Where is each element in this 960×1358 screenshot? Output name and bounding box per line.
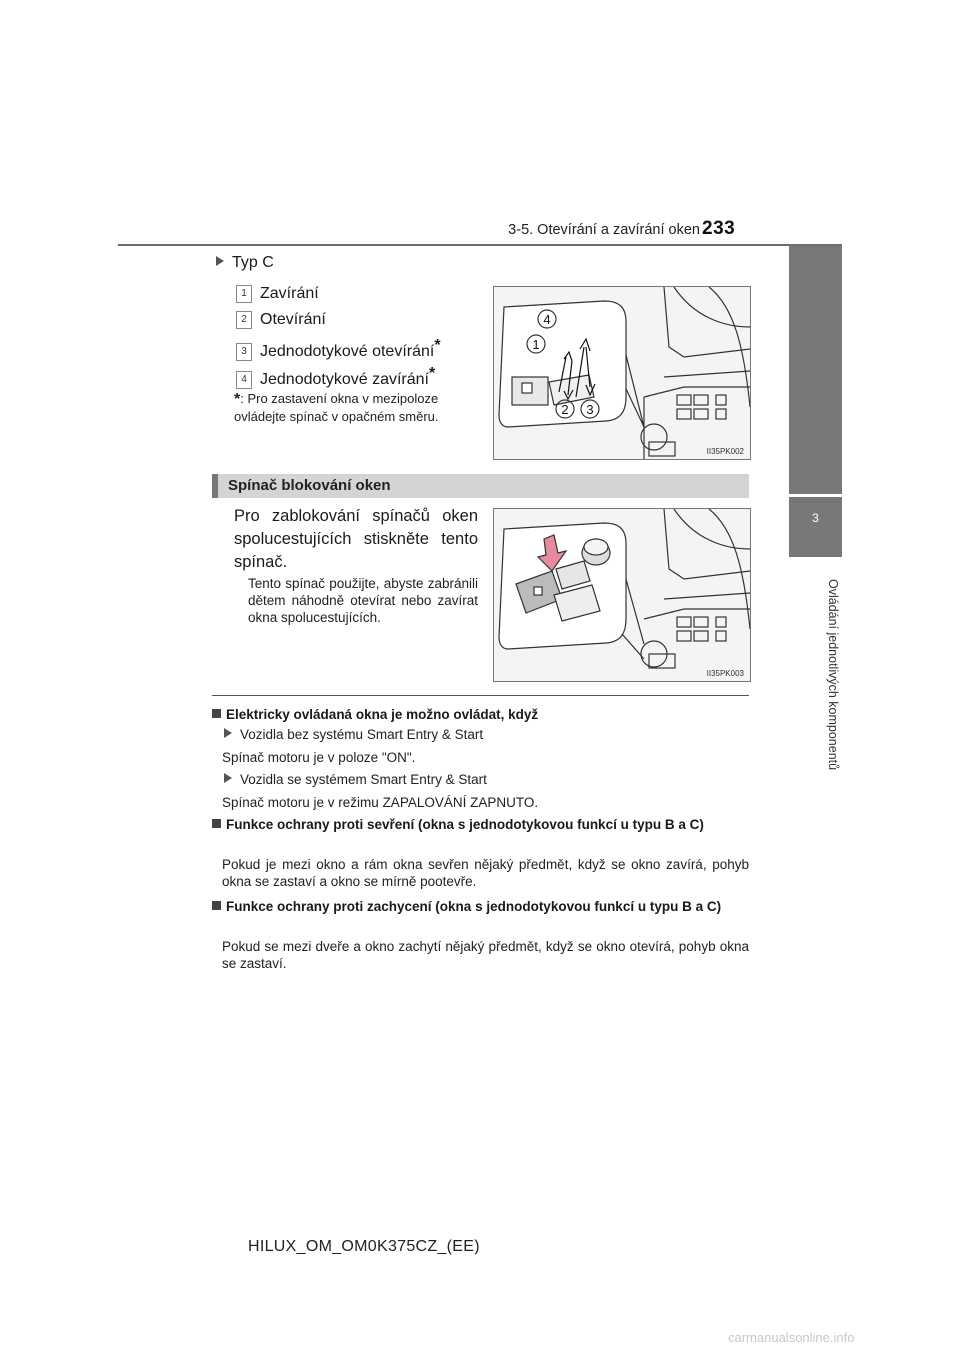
number-badge: 2 bbox=[236, 311, 252, 329]
lock-detail: Tento spínač použijte, abyste zabránili dětem náhodně otevírat nebo zavírat okna spolucestujících. bbox=[248, 576, 478, 625]
chapter-number: 3 bbox=[812, 511, 819, 525]
note-text: Spínač motoru je v poloze "ON". bbox=[222, 750, 416, 765]
watermark: carmanualsonline.info bbox=[728, 1330, 855, 1345]
asterisk-mark: * bbox=[429, 365, 436, 382]
figure-window-switch bbox=[493, 286, 751, 460]
number-badge: 4 bbox=[236, 371, 252, 389]
footnote: *: Pro zastavení okna v mezipoloze ovládejte spínač v opačném směru. bbox=[234, 391, 439, 424]
lock-switch-illustration bbox=[494, 509, 750, 681]
note-text: Pokud se mezi dveře a okno zachytí nějaký předmět, když se okno otevírá, pohyb okna se zastaví. bbox=[222, 939, 749, 971]
square-bullet-icon bbox=[212, 709, 221, 718]
note-text: Pokud je mezi okno a rám okna sevřen nějaký předmět, když se okno zavírá, pohyb okna se zastaví a okno se mírně pootevře. bbox=[222, 857, 749, 889]
square-bullet-icon bbox=[212, 819, 221, 828]
note-text: Spínač motoru je v režimu ZAPALOVÁNÍ ZAPNUTO. bbox=[222, 795, 539, 810]
triangle-bullet-icon bbox=[224, 773, 232, 783]
note-heading: Elektricky ovládaná okna je možno ovládat, když bbox=[212, 706, 749, 723]
list-item: 4 Jednodotykové zavírání* bbox=[236, 362, 435, 386]
section-heading-window-lock: Spínač blokování oken bbox=[212, 474, 749, 498]
chapter-title: Ovládání jednotlivých komponentů bbox=[826, 579, 840, 771]
window-switch-illustration bbox=[494, 287, 750, 459]
square-bullet-icon bbox=[212, 901, 221, 910]
note-heading: Funkce ochrany proti sevření (okna s jednodotykovou funkcí u typu B a C) bbox=[212, 816, 749, 833]
number-badge: 3 bbox=[236, 343, 252, 361]
list-item: 3 Jednodotykové otevírání* bbox=[236, 334, 441, 358]
note-subitem: Vozidla se systémem Smart Entry & Start bbox=[224, 771, 751, 788]
list-item: 2 Otevírání bbox=[236, 308, 326, 332]
figure-id: II35PK003 bbox=[706, 669, 744, 678]
chapter-tab bbox=[789, 497, 842, 557]
svg-text:4: 4 bbox=[543, 312, 551, 327]
number-badge: 1 bbox=[236, 285, 252, 303]
svg-text:3: 3 bbox=[586, 402, 594, 417]
svg-text:2: 2 bbox=[561, 402, 569, 417]
triangle-bullet-icon bbox=[216, 256, 224, 266]
header-rule bbox=[118, 244, 842, 246]
figure-lock-switch bbox=[493, 508, 751, 682]
note-subitem: Vozidla bez systému Smart Entry & Start bbox=[224, 726, 751, 743]
note-heading: Funkce ochrany proti zachycení (okna s jednodotykovou funkcí u typu B a C) bbox=[212, 898, 749, 915]
type-c-heading: Typ C bbox=[216, 254, 274, 272]
list-item: 1 Zavírání bbox=[236, 282, 319, 306]
divider bbox=[212, 695, 749, 696]
section-title: 3-5. Otevírání a zavírání oken bbox=[508, 222, 700, 238]
svg-text:1: 1 bbox=[532, 337, 540, 352]
document-code: HILUX_OM_OM0K375CZ_(EE) bbox=[248, 1238, 480, 1255]
figure-id: II35PK002 bbox=[706, 447, 744, 456]
page-number: 233 bbox=[702, 218, 736, 239]
side-tab-bar bbox=[789, 246, 842, 494]
triangle-bullet-icon bbox=[224, 728, 232, 738]
lock-paragraph: Pro zablokování spínačů oken spolucestujících stiskněte tento spínač. bbox=[234, 507, 478, 571]
asterisk-mark: * bbox=[434, 337, 441, 354]
